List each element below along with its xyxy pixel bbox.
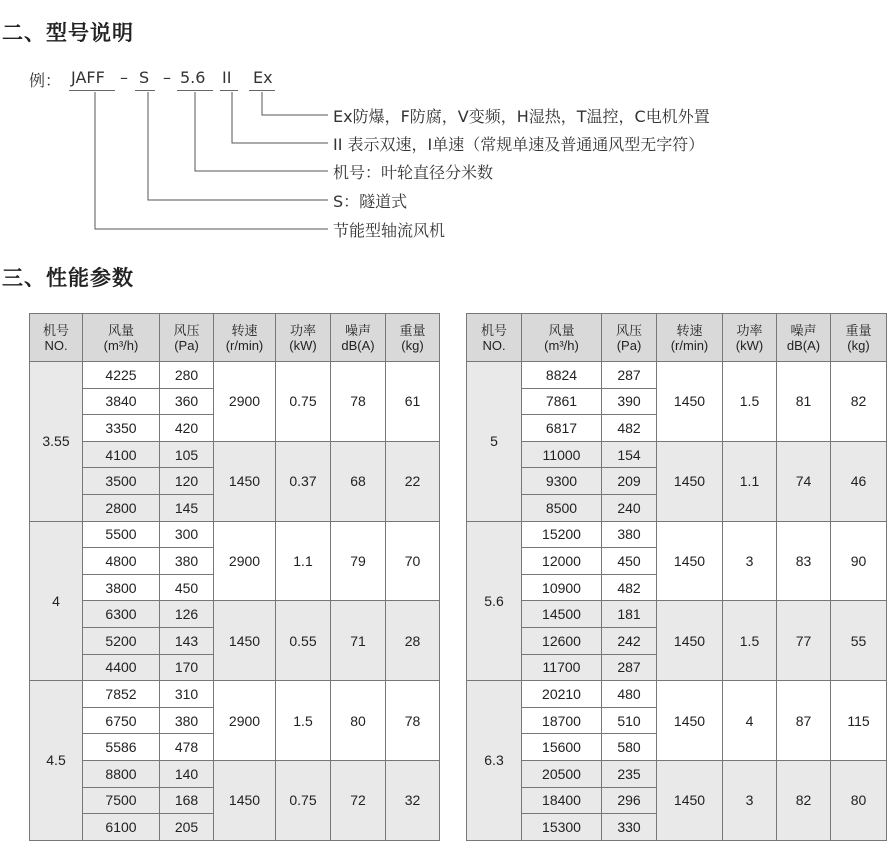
cell-weight: 90 <box>831 521 887 601</box>
header-weight <box>831 314 887 362</box>
header-unit: (Pa) <box>616 337 642 353</box>
table-row <box>467 441 887 468</box>
header-label: 功率 <box>289 322 316 338</box>
cell-pressure: 420 <box>160 415 214 442</box>
cell-speed: 1450 <box>214 601 276 681</box>
cell-weight: 61 <box>386 362 440 442</box>
header-unit: (Pa) <box>174 337 199 353</box>
cell-pressure: 280 <box>160 362 214 389</box>
cell-power: 1.1 <box>276 521 331 601</box>
cell-airflow: 3840 <box>83 388 160 415</box>
table-row <box>30 760 440 787</box>
cell-pressure: 380 <box>602 521 657 548</box>
header-noise <box>777 314 831 362</box>
cell-airflow: 4225 <box>83 362 160 389</box>
cell-pressure: 242 <box>602 627 657 654</box>
cell-speed: 1450 <box>657 441 723 521</box>
header-unit: dB(A) <box>341 337 375 353</box>
cell-noise: 77 <box>777 601 831 681</box>
cell-pressure: 126 <box>160 601 214 628</box>
cell-pressure: 296 <box>602 787 657 814</box>
cell-pressure: 235 <box>602 760 657 787</box>
header-unit: (kg) <box>401 337 424 353</box>
cell-power: 0.37 <box>276 441 331 521</box>
cell-pressure: 380 <box>160 707 214 734</box>
cell-pressure: 380 <box>160 548 214 575</box>
section-title-performance: 三、性能参数 <box>2 266 134 290</box>
cell-pressure: 390 <box>602 388 657 415</box>
cell-airflow: 7861 <box>522 388 602 415</box>
cell-noise: 87 <box>777 681 831 761</box>
connector-ex <box>262 92 328 115</box>
table-row <box>30 601 440 628</box>
cell-power: 0.75 <box>276 760 331 840</box>
cell-power: 1.1 <box>723 441 777 521</box>
cell-speed: 1450 <box>657 601 723 681</box>
cell-pressure: 287 <box>602 654 657 681</box>
explanation-tunnel: S：隧道式 <box>333 192 408 211</box>
cell-model-no: 5.6 <box>467 521 522 681</box>
table-row <box>467 760 887 787</box>
table-header-row <box>467 314 887 362</box>
cell-pressure: 209 <box>602 468 657 495</box>
cell-power: 3 <box>723 760 777 840</box>
cell-airflow: 10900 <box>522 574 602 601</box>
header-label: 功率 <box>736 322 763 338</box>
cell-pressure: 360 <box>160 388 214 415</box>
cell-airflow: 6817 <box>522 415 602 442</box>
cell-airflow: 4800 <box>83 548 160 575</box>
header-unit: (kW) <box>735 337 764 353</box>
header-unit: NO. <box>482 337 506 353</box>
cell-model-no: 5 <box>467 362 522 522</box>
cell-airflow: 2800 <box>83 494 160 521</box>
cell-speed: 1450 <box>657 760 723 840</box>
explanation-speed: II 表示双速，I单速（常规单速及普通通风型无字符） <box>333 135 705 154</box>
header-label: 噪声 <box>344 322 371 338</box>
cell-noise: 68 <box>331 441 386 521</box>
cell-power: 0.55 <box>276 601 331 681</box>
code-part-speed: II <box>222 68 232 87</box>
cell-pressure: 450 <box>160 574 214 601</box>
header-label: 风压 <box>173 322 200 338</box>
cell-weight: 78 <box>386 681 440 761</box>
cell-airflow: 20500 <box>522 760 602 787</box>
cell-airflow: 8800 <box>83 760 160 787</box>
cell-pressure: 170 <box>160 654 214 681</box>
cell-weight: 28 <box>386 601 440 681</box>
cell-airflow: 7852 <box>83 681 160 708</box>
header-model-no <box>30 314 83 362</box>
cell-airflow: 11700 <box>522 654 602 681</box>
header-label: 风量 <box>107 322 134 338</box>
cell-airflow: 12000 <box>522 548 602 575</box>
header-unit: (r/min) <box>670 337 709 353</box>
cell-weight: 55 <box>831 601 887 681</box>
table-row <box>30 441 440 468</box>
table-row <box>30 362 440 389</box>
example-prefix: 例： <box>29 71 62 90</box>
cell-airflow: 14500 <box>522 601 602 628</box>
cell-airflow: 12600 <box>522 627 602 654</box>
code-part-s: S <box>139 68 150 87</box>
cell-model-no: 4.5 <box>30 681 83 841</box>
cell-model-no: 6.3 <box>467 681 522 841</box>
table-row <box>467 681 887 708</box>
header-pressure <box>160 314 214 362</box>
cell-weight: 80 <box>831 760 887 840</box>
header-unit: NO. <box>44 337 68 353</box>
header-weight <box>386 314 440 362</box>
header-unit: (m³/h) <box>103 337 139 353</box>
section-title-model-description: 二、型号说明 <box>2 21 134 45</box>
header-noise <box>331 314 386 362</box>
cell-pressure: 168 <box>160 787 214 814</box>
cell-airflow: 3500 <box>83 468 160 495</box>
header-speed <box>214 314 276 362</box>
cell-airflow: 3350 <box>83 415 160 442</box>
cell-airflow: 9300 <box>522 468 602 495</box>
cell-weight: 46 <box>831 441 887 521</box>
cell-speed: 1450 <box>214 441 276 521</box>
cell-speed: 2900 <box>214 681 276 761</box>
cell-airflow: 4400 <box>83 654 160 681</box>
cell-weight: 70 <box>386 521 440 601</box>
cell-weight: 22 <box>386 441 440 521</box>
cell-power: 1.5 <box>723 362 777 442</box>
code-part-jaff: JAFF <box>71 68 105 87</box>
header-model-no <box>467 314 522 362</box>
cell-speed: 2900 <box>214 521 276 601</box>
cell-pressure: 154 <box>602 441 657 468</box>
cell-noise: 82 <box>777 760 831 840</box>
cell-noise: 74 <box>777 441 831 521</box>
cell-power: 0.75 <box>276 362 331 442</box>
cell-pressure: 482 <box>602 415 657 442</box>
explanation-series: 节能型轴流风机 <box>333 221 446 240</box>
cell-noise: 83 <box>777 521 831 601</box>
cell-speed: 1450 <box>657 362 723 442</box>
cell-noise: 71 <box>331 601 386 681</box>
cell-weight: 115 <box>831 681 887 761</box>
cell-airflow: 6300 <box>83 601 160 628</box>
performance-table-left <box>29 313 440 841</box>
cell-model-no: 4 <box>30 521 83 681</box>
cell-airflow: 15300 <box>522 814 602 841</box>
cell-pressure: 482 <box>602 574 657 601</box>
header-unit: (kW) <box>289 337 317 353</box>
header-pressure <box>602 314 657 362</box>
cell-pressure: 580 <box>602 734 657 761</box>
cell-airflow: 18700 <box>522 707 602 734</box>
code-separator: – <box>163 68 171 87</box>
table-header-row <box>30 314 440 362</box>
cell-airflow: 3800 <box>83 574 160 601</box>
header-label: 转速 <box>676 322 703 338</box>
header-power <box>276 314 331 362</box>
cell-pressure: 205 <box>160 814 214 841</box>
cell-speed: 1450 <box>657 521 723 601</box>
cell-airflow: 5200 <box>83 627 160 654</box>
cell-power: 1.5 <box>276 681 331 761</box>
cell-airflow: 6750 <box>83 707 160 734</box>
cell-noise: 72 <box>331 760 386 840</box>
header-unit: (kg) <box>847 337 870 353</box>
header-unit: dB(A) <box>786 337 821 353</box>
table-row <box>30 521 440 548</box>
connector-series <box>95 92 328 229</box>
cell-speed: 1450 <box>657 681 723 761</box>
header-label: 转速 <box>231 322 258 338</box>
header-speed <box>657 314 723 362</box>
cell-airflow: 7500 <box>83 787 160 814</box>
connector-tunnel <box>148 92 328 200</box>
explanation-number: 机号：叶轮直径分米数 <box>333 163 494 182</box>
cell-airflow: 8500 <box>522 494 602 521</box>
header-label: 重量 <box>399 322 426 338</box>
cell-pressure: 480 <box>602 681 657 708</box>
cell-noise: 79 <box>331 521 386 601</box>
cell-pressure: 450 <box>602 548 657 575</box>
cell-noise: 80 <box>331 681 386 761</box>
header-label: 风压 <box>615 322 642 338</box>
header-label: 风量 <box>548 322 575 338</box>
table-row <box>467 601 887 628</box>
cell-pressure: 143 <box>160 627 214 654</box>
cell-airflow: 11000 <box>522 441 602 468</box>
cell-speed: 2900 <box>214 362 276 442</box>
header-label: 机号 <box>480 322 507 338</box>
table-row <box>467 362 887 389</box>
header-label: 重量 <box>845 322 872 338</box>
header-airflow <box>83 314 160 362</box>
table-row <box>467 521 887 548</box>
cell-weight: 32 <box>386 760 440 840</box>
cell-pressure: 300 <box>160 521 214 548</box>
cell-model-no: 3.55 <box>30 362 83 522</box>
cell-airflow: 20210 <box>522 681 602 708</box>
cell-pressure: 330 <box>602 814 657 841</box>
header-unit: (r/min) <box>225 337 264 353</box>
cell-pressure: 140 <box>160 760 214 787</box>
cell-pressure: 310 <box>160 681 214 708</box>
header-airflow <box>522 314 602 362</box>
explanation-ex: Ex防爆，F防腐，V变频，H湿热，T温控，C电机外置 <box>333 107 710 126</box>
cell-airflow: 5500 <box>83 521 160 548</box>
cell-pressure: 120 <box>160 468 214 495</box>
code-separator: – <box>120 68 128 87</box>
cell-airflow: 15200 <box>522 521 602 548</box>
cell-airflow: 4100 <box>83 441 160 468</box>
cell-airflow: 15600 <box>522 734 602 761</box>
cell-pressure: 145 <box>160 494 214 521</box>
cell-power: 4 <box>723 681 777 761</box>
cell-pressure: 105 <box>160 441 214 468</box>
cell-power: 3 <box>723 521 777 601</box>
header-power <box>723 314 777 362</box>
connector-speed <box>232 92 328 143</box>
code-part-ex: Ex <box>253 68 273 87</box>
code-part-number: 5.6 <box>180 68 206 87</box>
cell-pressure: 287 <box>602 362 657 389</box>
performance-table-right <box>466 313 887 841</box>
cell-pressure: 478 <box>160 734 214 761</box>
cell-weight: 82 <box>831 362 887 442</box>
cell-pressure: 240 <box>602 494 657 521</box>
header-label: 噪声 <box>790 322 817 338</box>
cell-power: 1.5 <box>723 601 777 681</box>
cell-pressure: 510 <box>602 707 657 734</box>
cell-airflow: 6100 <box>83 814 160 841</box>
cell-airflow: 18400 <box>522 787 602 814</box>
table-row <box>30 681 440 708</box>
cell-airflow: 8824 <box>522 362 602 389</box>
header-unit: (m³/h) <box>544 337 579 353</box>
cell-noise: 81 <box>777 362 831 442</box>
cell-airflow: 5586 <box>83 734 160 761</box>
cell-speed: 1450 <box>214 760 276 840</box>
header-label: 机号 <box>42 322 69 338</box>
cell-noise: 78 <box>331 362 386 442</box>
cell-pressure: 181 <box>602 601 657 628</box>
